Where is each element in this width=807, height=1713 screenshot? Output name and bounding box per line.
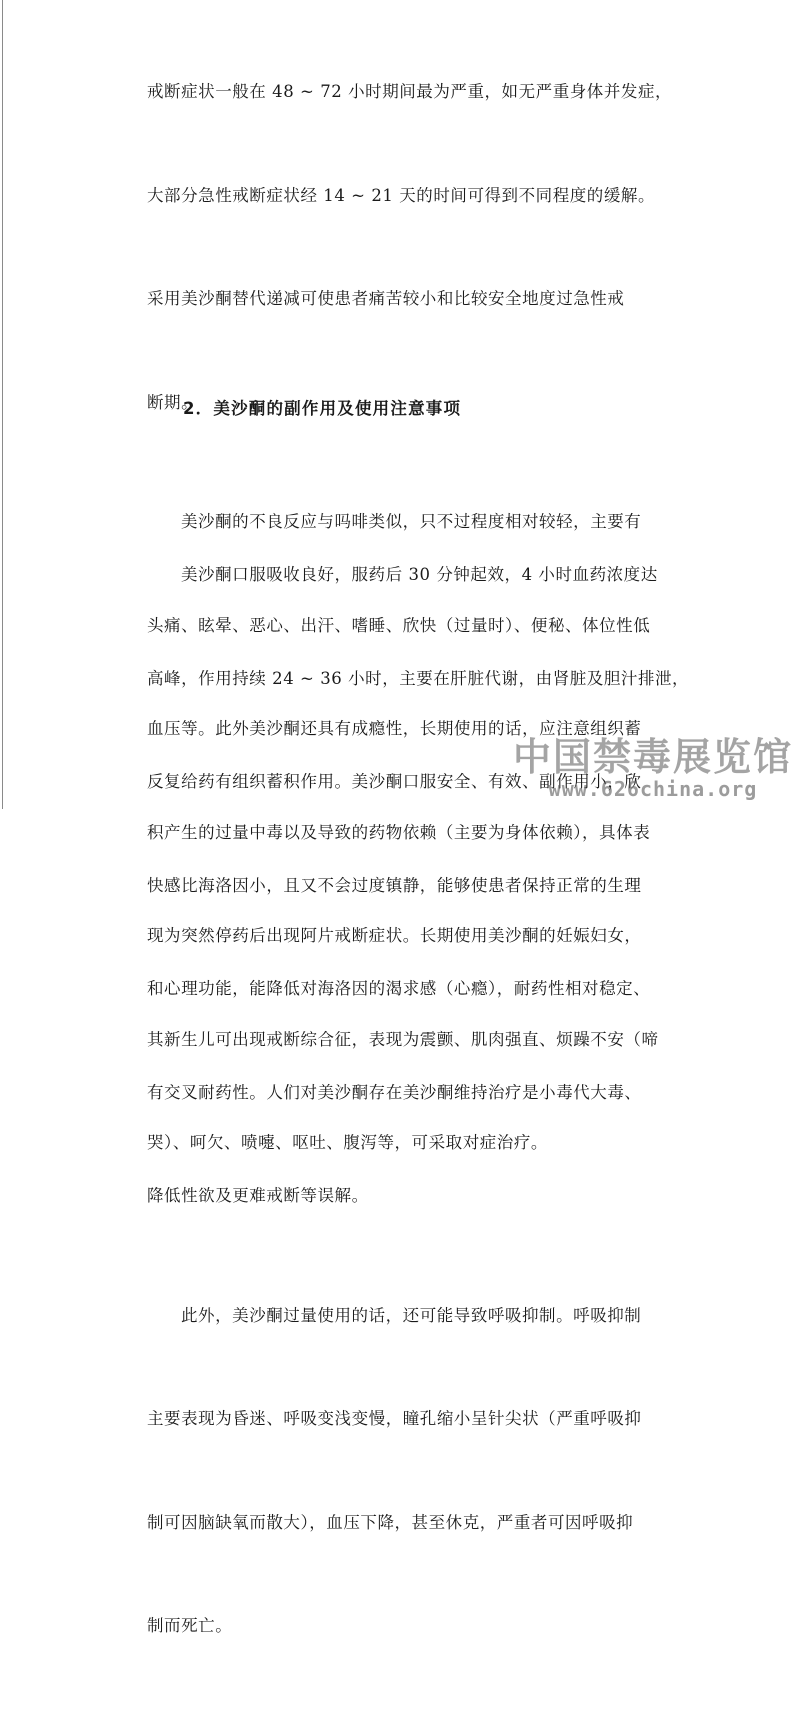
page-edge-rule	[2, 0, 3, 809]
text-line: 快感比海洛因小，且又不会过度镇静，能够使患者保持正常的生理	[147, 875, 642, 895]
text-line: 断期。	[147, 392, 199, 412]
text-line: 血压等。此外美沙酮还具有成瘾性，长期使用的话，应注意组织蓄	[147, 719, 642, 738]
watermark-title: 中国禁毒展览馆	[512, 735, 793, 779]
text-line: 降低性欲及更难戒断等误解。	[147, 1186, 369, 1205]
text-line: 戒断症状一般在 48 ~ 72 小时期间最为严重，如无严重身体并发症，	[147, 82, 673, 101]
body-text-bottom	[147, 436, 692, 1713]
text-line: 制可因脑缺氧而散大），血压下降，甚至休克，严重者可因呼吸抑	[147, 1512, 634, 1532]
text-line: 采用美沙酮替代递减可使患者痛苦较小和比较安全地度过急性戒	[147, 289, 625, 308]
text-line: 积产生的过量中毒以及导致的药物依赖（主要为身体依赖），具体表	[147, 822, 651, 842]
text-line: 现为突然停药后出现阿片戒断症状。长期使用美沙酮的妊娠妇女，	[147, 926, 642, 945]
text-line: 头痛、眩晕、恶心、出汗、嗜睡、欣快（过量时）、便秘、体位性低	[147, 615, 651, 635]
text-line: 主要表现为昏迷、呼吸变浅变慢，瞳孔缩小呈针尖状（严重呼吸抑	[147, 1409, 642, 1428]
text-line: 美沙酮的不良反应与吗啡类似，只不过程度相对较轻，主要有	[181, 512, 642, 531]
text-line: 和心理功能，能降低对海洛因的渴求感（心瘾），耐药性相对稳定、	[147, 979, 651, 998]
watermark-url: www.626china.org	[548, 777, 758, 801]
text-line: 哭）、呵欠、喷嚏、呕吐、腹泻等，可采取对症治疗。	[147, 1133, 548, 1152]
text-line: 制而死亡。	[147, 1616, 233, 1635]
text-line: 高峰，作用持续 24 ~ 36 小时，主要在肝脏代谢，由肾脏及胆汁排泄，	[147, 668, 690, 688]
paragraph-3	[147, 436, 692, 1230]
text-line: 此外，美沙酮过量使用的话，还可能导致呼吸抑制。呼吸抑制	[181, 1305, 642, 1325]
text-line: 有交叉耐药性。人们对美沙酮存在美沙酮维持治疗是小毒代大毒、	[147, 1082, 642, 1102]
text-line: 大部分急性戒断症状经 14 ~ 21 天的时间可得到不同程度的缓解。	[147, 185, 655, 205]
text-line: 其新生儿可出现戒断综合征，表现为震颤、肌肉强直、烦躁不安（啼	[147, 1029, 659, 1049]
text-line: 美沙酮口服吸收良好，服药后 30 分钟起效，4 小时血药浓度达	[181, 565, 658, 584]
text-line: 反复给药有组织蓄积作用。美沙酮口服安全、有效、副作用小，欣	[147, 772, 642, 791]
section-heading: 2．美沙酮的副作用及使用注意事项	[183, 399, 462, 418]
paragraph-4	[147, 1230, 692, 1713]
